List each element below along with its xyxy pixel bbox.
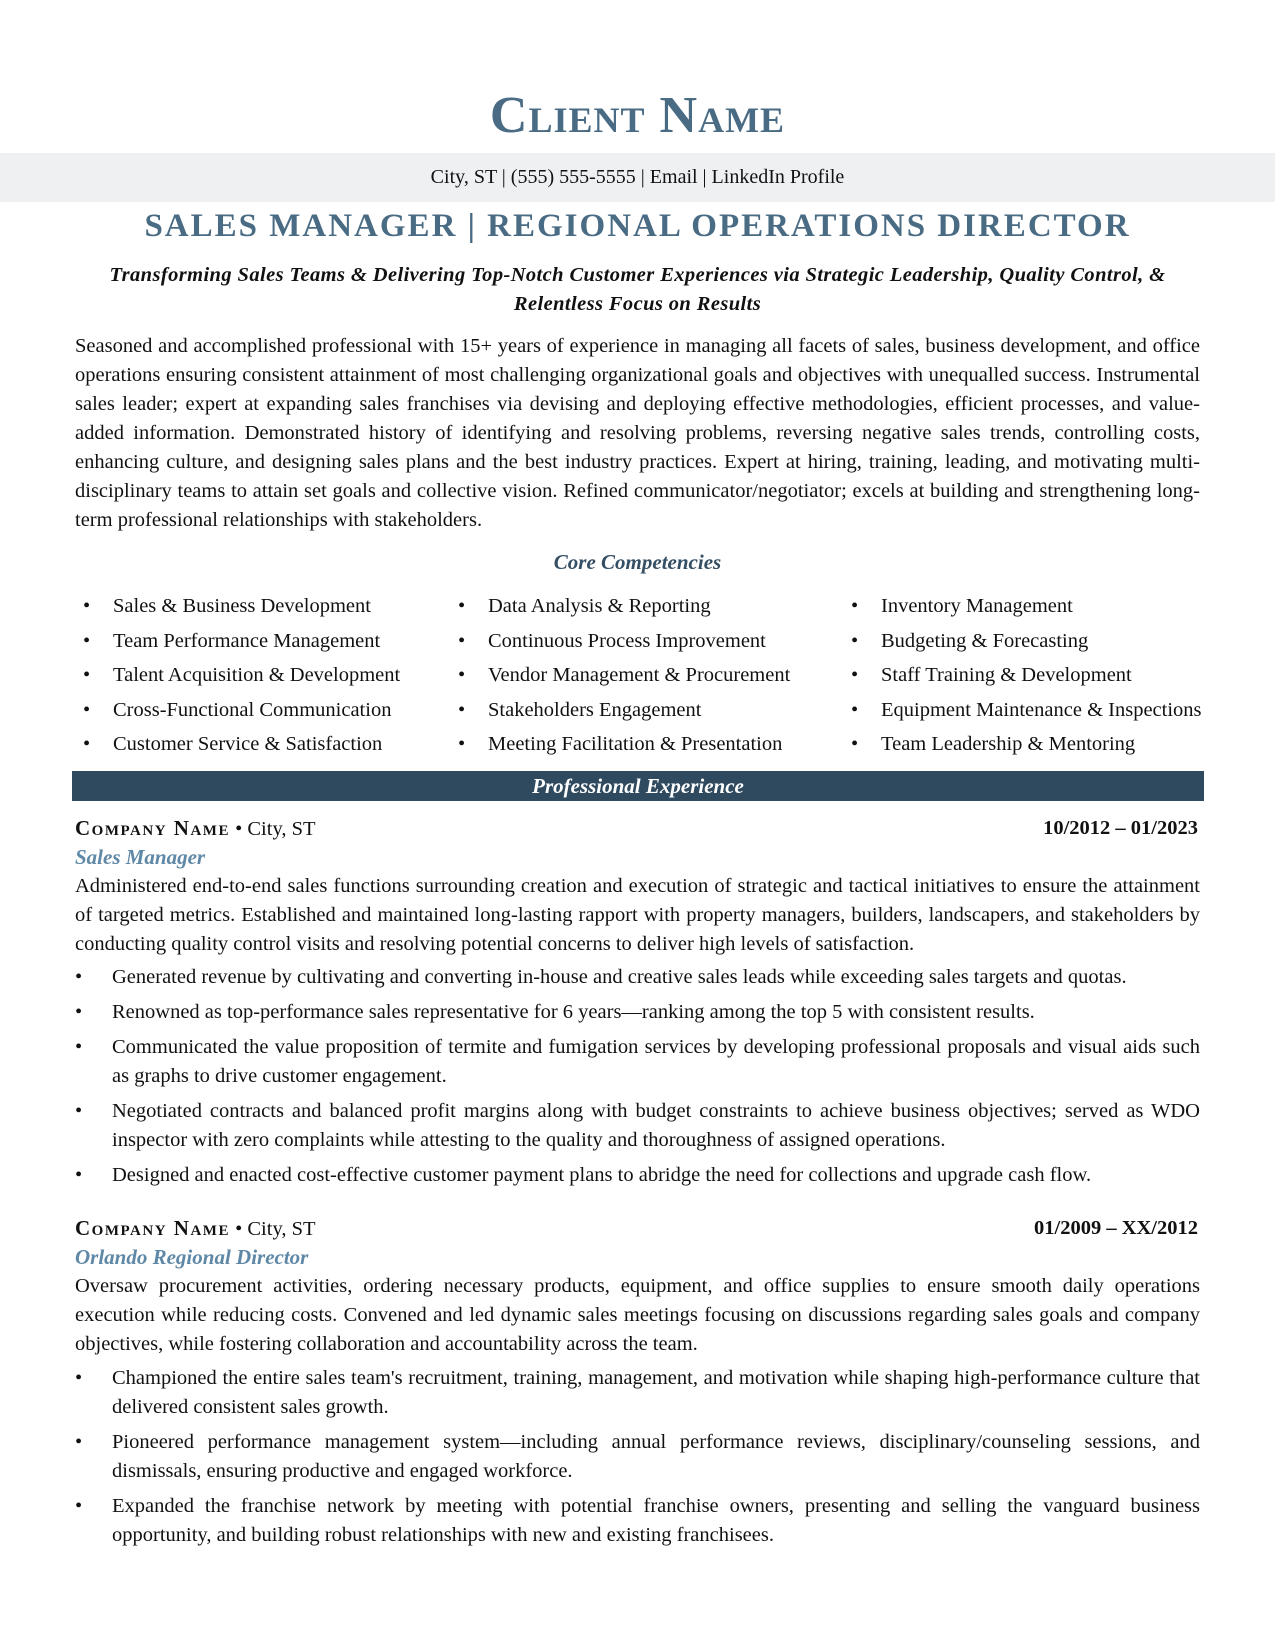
competencies-column-1: [75, 589, 400, 762]
job-description: Administered end-to-end sales functions surrounding creation and execution of strategic and tactical initiatives to ensure the attainment of targeted metrics. Established and maintained long-lasting rapport with property managers, builders, landscapers, and stakeholders by conducting quality control visits and resolving potential concerns to deliver high levels of satisfaction.: [75, 875, 1200, 955]
contact-info-bar: City, ST | (555) 555-5555 | Email | LinkedIn Profile: [0, 153, 1275, 202]
job-header: [75, 1213, 1198, 1243]
company-location: • City, ST: [229, 818, 316, 840]
competency-item: • Team Performance Management: [83, 629, 381, 652]
accomplishment-item: • Negotiated contracts and balanced profit margins along with budget constraints to achieve business objectives; served as WDO inspector with zero complaints while attesting to the quality and thoroughness of assigned operations.: [75, 1100, 1200, 1151]
competency-item: • Budgeting & Forecasting: [851, 629, 1089, 652]
competencies-column-2: [450, 589, 790, 762]
accomplishment-item: • Renowned as top-performance sales representative for 6 years—ranking among the top 5 with consistent results.: [75, 1001, 1035, 1023]
accomplishment-item: • Communicated the value proposition of termite and fumigation services by developing professional proposals and visual aids such as graphs to drive customer engagement.: [75, 1036, 1200, 1087]
competency-item: • Sales & Business Development: [83, 595, 371, 617]
job-header: [75, 813, 1198, 843]
competency-item: • Team Leadership & Mentoring: [851, 733, 1136, 755]
client-name: Client Name: [489, 87, 786, 144]
competency-item: • Continuous Process Improvement: [458, 629, 766, 652]
accomplishment-item: • Championed the entire sales team's recruitment, training, management, and motivation while shaping high-performance culture that delivered consistent sales growth.: [75, 1367, 1200, 1418]
competency-item: • Vendor Management & Procurement: [458, 664, 791, 686]
headline-title: SALES MANAGER | REGIONAL OPERATIONS DIRECTOR: [144, 208, 1131, 244]
company-name: Company Name: [75, 1216, 230, 1240]
job-description: Oversaw procurement activities, ordering necessary products, equipment, and office supplies to ensure smooth daily operations execution while reducing costs. Convened and led dynamic sales meetings focusing on discussions regarding sales goals and company objectives, while fostering collaboration and accountability across the team.: [75, 1275, 1200, 1355]
competency-item: • Data Analysis & Reporting: [458, 595, 711, 617]
accomplishment-item: • Generated revenue by cultivating and converting in-house and creative sales leads while exceeding sales targets and quotas.: [75, 966, 1127, 988]
competency-item: • Customer Service & Satisfaction: [83, 733, 383, 755]
competency-item: • Inventory Management: [851, 595, 1073, 617]
competency-item: • Stakeholders Engagement: [458, 698, 702, 721]
professional-experience-heading: Professional Experience: [72, 771, 1204, 801]
job-dates: 01/2009 – XX/2012: [1034, 1217, 1198, 1239]
accomplishment-item: • Expanded the franchise network by meeting with potential franchise owners, presenting and selling the vanguard business opportunity, and building robust relationships with new and existing franchisees.: [75, 1495, 1200, 1546]
competency-item: • Staff Training & Development: [851, 664, 1132, 686]
competency-item: • Talent Acquisition & Development: [83, 664, 401, 686]
job-title: Orlando Regional Director: [75, 1245, 309, 1269]
job-title: Sales Manager: [75, 845, 206, 869]
job-accomplishments: [75, 963, 1200, 1196]
summary-paragraph: Seasoned and accomplished professional with 15+ years of experience in managing all facets of sales, business development, and office operations ensuring consistent attainment of most challenging organizational goals and objectives with unequalled success. Instrumental sales leader; expert at expanding sales franchises via devising and deploying effective methodologies, efficient processes, and value-added information. Demonstrated history of identifying and resolving problems, reversing negative sales trends, controlling costs, enhancing culture, and designing sales plans and the best industry practices. Expert at hiring, training, leading, and motivating multi-disciplinary teams to attain set goals and collective vision. Refined communicator/negotiator; excels at building and strengthening long-term professional relationships with stakeholders.: [75, 335, 1200, 531]
competency-item: • Equipment Maintenance & Inspections: [851, 698, 1202, 721]
competency-item: • Meeting Facilitation & Presentation: [458, 733, 783, 755]
job-dates: 10/2012 – 01/2023: [1043, 817, 1198, 839]
accomplishment-item: • Designed and enacted cost-effective customer payment plans to abridge the need for collections and upgrade cash flow.: [75, 1164, 1092, 1186]
company-name: Company Name: [75, 816, 230, 840]
company-location: • City, ST: [229, 1218, 316, 1240]
competencies-column-3: [843, 589, 1202, 762]
job-accomplishments: [75, 1364, 1200, 1556]
accomplishment-item: • Pioneered performance management system—including annual performance reviews, disciplinary/counseling sessions, and dismissals, ensuring productive and engaged workforce.: [75, 1431, 1200, 1482]
tagline: Transforming Sales Teams & Delivering Top-Notch Customer Experiences via Strategic Leadership, Quality Control, & Relentless Focus on Results: [109, 264, 1166, 315]
core-competencies-heading: Core Competencies: [553, 550, 722, 574]
competency-item: • Cross-Functional Communication: [83, 698, 392, 721]
